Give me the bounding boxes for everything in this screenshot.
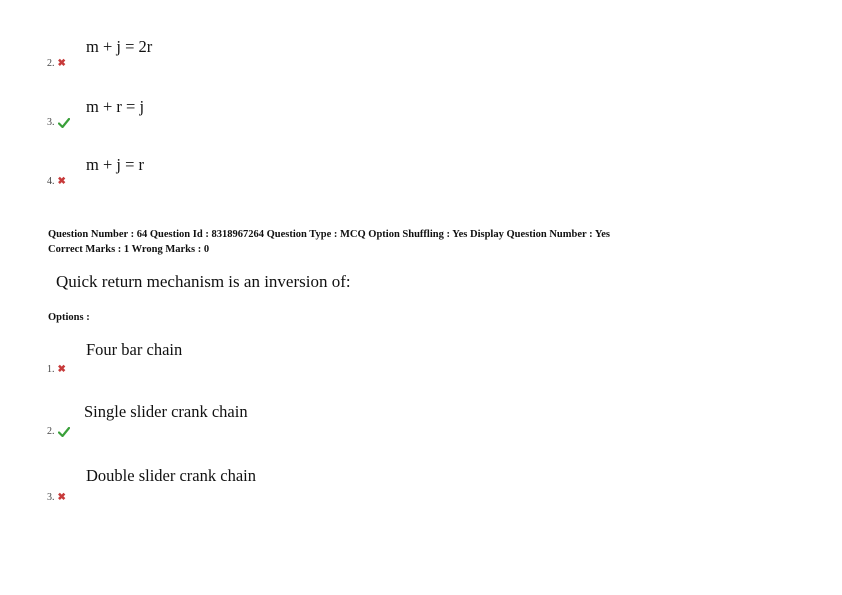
prev-option-4-number-row bbox=[47, 176, 66, 187]
option-3-number-row bbox=[47, 492, 66, 503]
option-2-text: Single slider crank chain bbox=[84, 402, 248, 421]
option-3-number: 3. bbox=[47, 492, 55, 503]
prev-option-4-number: 4. bbox=[47, 176, 55, 187]
question-meta-line1: Question Number : 64 Question Id : 8318967264 Question Type : MCQ Option Shuffling : Yes Display Question Number : Yes bbox=[48, 229, 611, 240]
prev-option-2-number-row bbox=[47, 58, 66, 69]
cross-icon: ✖ bbox=[57, 363, 66, 375]
option-1-text: Four bar chain bbox=[86, 340, 183, 359]
cross-icon: ✖ bbox=[57, 175, 66, 187]
prev-option-3-number-row bbox=[47, 117, 70, 128]
option-1-number-row bbox=[47, 364, 66, 375]
cross-icon: ✖ bbox=[57, 491, 66, 503]
prev-option-3-text: m + r = j bbox=[86, 97, 145, 116]
prev-option-4-text: m + j = r bbox=[86, 155, 145, 174]
prev-option-2-number: 2. bbox=[47, 58, 55, 69]
check-icon bbox=[58, 427, 70, 437]
option-3-text: Double slider crank chain bbox=[86, 466, 256, 485]
check-icon bbox=[58, 118, 70, 128]
prev-option-3-number: 3. bbox=[47, 117, 55, 128]
prev-option-2-text: m + j = 2r bbox=[86, 37, 153, 56]
option-1-number: 1. bbox=[47, 364, 55, 375]
options-label: Options : bbox=[48, 312, 90, 323]
option-2-number-row bbox=[47, 426, 70, 437]
question-text: Quick return mechanism is an inversion of: bbox=[56, 272, 351, 291]
question-meta-line2: Correct Marks : 1 Wrong Marks : 0 bbox=[48, 244, 210, 255]
cross-icon: ✖ bbox=[57, 57, 66, 69]
option-2-number: 2. bbox=[47, 426, 55, 437]
